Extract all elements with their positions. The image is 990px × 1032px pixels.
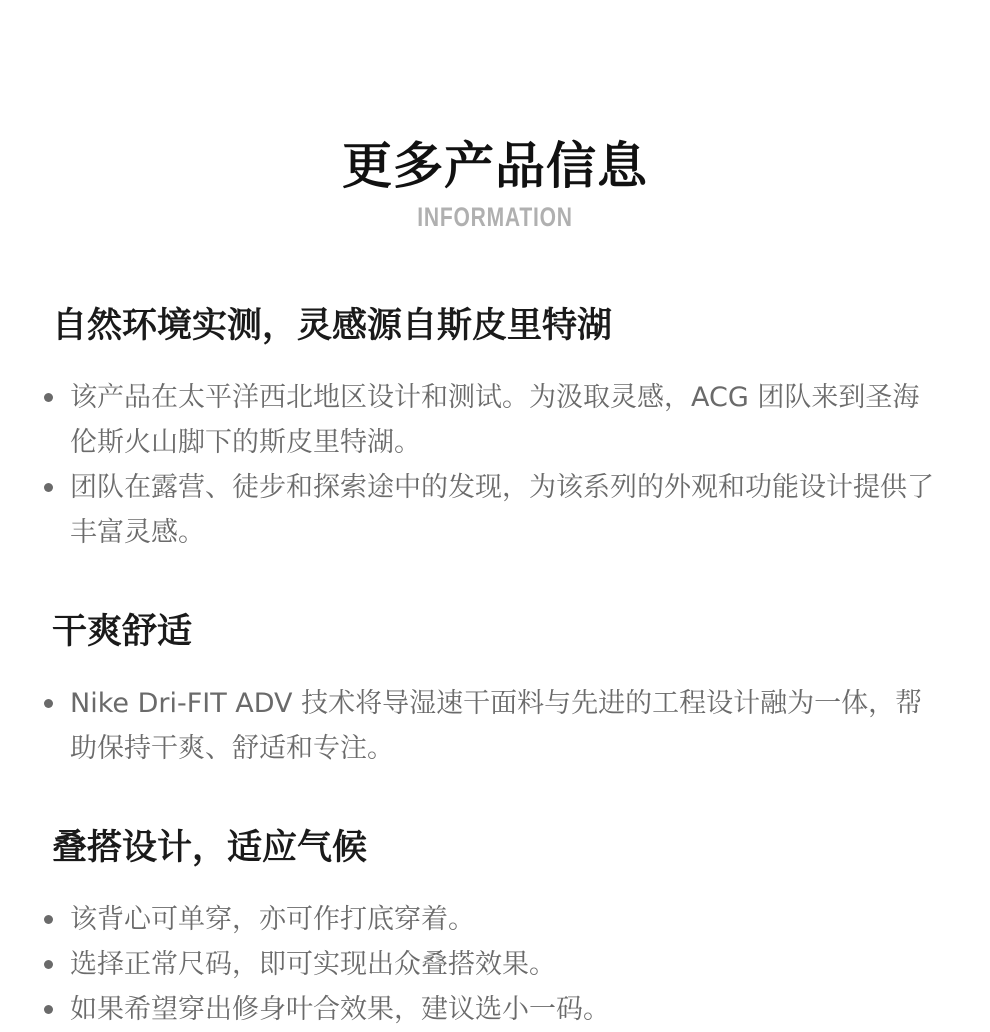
section-heading: 自然环境实测，灵感源自斯皮里特湖 <box>52 306 613 346</box>
bullet-text: 该产品在太平洋西北地区设计和测试。为汲取灵感，ACG 团队来到圣海伦斯火山脚下的斯皮里特湖。 <box>70 382 920 458</box>
bullet-dot-icon <box>44 960 53 969</box>
list-item <box>0 987 940 1032</box>
bullet-text: 如果希望穿出修身叶合效果，建议选小一码。 <box>70 994 610 1025</box>
bullet-dot-icon <box>44 483 53 492</box>
bullet-list <box>0 375 940 555</box>
list-item <box>0 465 940 555</box>
bullet-list <box>0 681 940 771</box>
bullet-text: 选择正常尺码，即可实现出众叠搭效果。 <box>70 949 556 980</box>
bullet-text: Nike Dri-FIT ADV 技术将导湿速干面料与先进的工程设计融为一体，帮助保持干爽、舒适和专注。 <box>70 688 923 764</box>
bullet-dot-icon <box>44 393 53 402</box>
bullet-dot-icon <box>44 915 53 924</box>
list-item <box>0 375 940 465</box>
list-item <box>0 681 940 771</box>
page-subtitle: INFORMATION <box>417 202 573 232</box>
section-heading: 叠搭设计，适应气候 <box>52 828 368 868</box>
bullet-dot-icon <box>44 1005 53 1014</box>
bullet-text: 团队在露营、徒步和探索途中的发现，为该系列的外观和功能设计提供了丰富灵感。 <box>70 472 934 548</box>
bullet-dot-icon <box>44 699 53 708</box>
bullet-list <box>0 897 940 1032</box>
section-heading: 干爽舒适 <box>52 612 193 652</box>
page-title: 更多产品信息 <box>342 137 648 195</box>
list-item <box>0 897 940 942</box>
bullet-text: 该背心可单穿，亦可作打底穿着。 <box>70 904 475 935</box>
list-item <box>0 942 940 987</box>
